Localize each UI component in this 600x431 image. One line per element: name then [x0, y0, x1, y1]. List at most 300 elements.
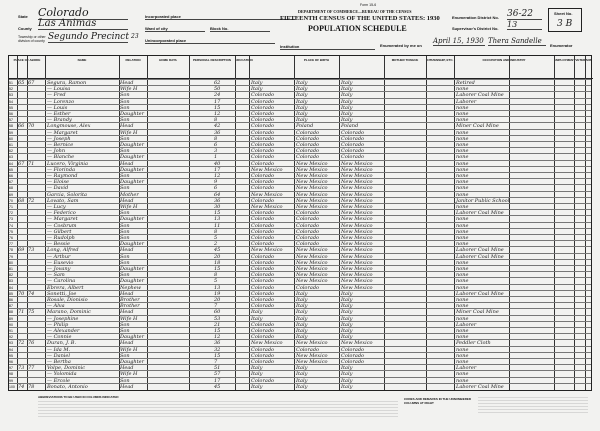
institution-label: Institution: [280, 44, 375, 50]
cell-n: 73: [9, 217, 13, 222]
col-home-data: HOME DATA: [147, 56, 189, 79]
cell-n: 62: [9, 149, 13, 154]
cell-mbp: New Mexico: [341, 253, 373, 260]
cell-occ: none: [456, 173, 469, 179]
cell-age: 24: [214, 92, 221, 99]
cell-rel: Son: [120, 228, 130, 235]
cell-age: 36: [214, 129, 221, 136]
cell-age: 51: [214, 365, 221, 372]
cell-fbp: Italy: [296, 111, 308, 117]
cell-fbp: Italy: [296, 86, 308, 93]
cell-rel: Son: [120, 328, 130, 334]
cell-name: — Josephine: [47, 315, 79, 322]
cell-fbp: Italy: [296, 303, 308, 310]
cell-rel: Son: [120, 210, 130, 217]
ward-label: Ward of city: [145, 26, 205, 32]
cell-bp: Colorado: [251, 241, 275, 248]
census-title: FIFTEENTH CENSUS OF THE UNITED STATES: 1930: [280, 15, 440, 22]
cell-occ: none: [456, 235, 469, 241]
cell-fbp: New Mexico: [296, 173, 328, 179]
cell-name: — Sam: [47, 272, 65, 279]
cell-fbp: New Mexico: [296, 259, 328, 266]
col-mother-tongue: MOTHER TONGUE: [384, 56, 426, 79]
cell-mbp: New Mexico: [341, 179, 373, 186]
cell-rel: Head: [120, 247, 134, 254]
cell-rel: Head: [120, 197, 134, 204]
cell-mbp: Italy: [341, 98, 353, 105]
cell-occ: none: [456, 166, 469, 173]
cell-occ: none: [456, 148, 469, 155]
cell-n: 89: [9, 316, 13, 321]
cell-n: 65: [9, 167, 13, 172]
cell-age: 15: [214, 104, 221, 111]
cell-n: 59: [9, 130, 13, 135]
cell-occ: none: [456, 315, 469, 322]
cell-name: — Alva: [47, 303, 65, 310]
cell-fbp: New Mexico: [296, 340, 328, 347]
cell-age: 42: [214, 123, 221, 130]
cell-occ: Janitor Public School: [456, 197, 510, 204]
cell-age: 12: [214, 173, 221, 179]
cell-n: 97: [9, 366, 13, 371]
cell-occ: none: [456, 359, 469, 365]
cell-mbp: Italy: [341, 303, 353, 310]
cell-occ: none: [456, 352, 469, 359]
sheet-label: Sheet No.: [554, 11, 573, 16]
cell-n: 95: [9, 353, 13, 358]
cell-mbp: New Mexico: [341, 173, 373, 179]
cell-mbp: New Mexico: [341, 204, 373, 210]
cell-occ: none: [456, 303, 469, 310]
cell-name: — Fred: [47, 92, 66, 99]
cell-fbp: Italy: [296, 117, 308, 124]
cell-fbp: Italy: [296, 309, 308, 316]
cell-rel: Head: [120, 340, 134, 347]
county-value: Las Animas: [38, 18, 128, 30]
cell-occ: none: [456, 297, 469, 303]
cell-rel: Head: [120, 160, 134, 167]
cell-name: — Philip: [47, 321, 69, 328]
cell-rel: Son: [120, 104, 130, 111]
census-table: [8, 55, 592, 391]
cell-n: 85: [9, 291, 13, 296]
cell-mbp: Italy: [341, 297, 353, 303]
cell-rel: Head: [120, 309, 134, 316]
cell-occ: none: [456, 154, 469, 161]
cell-age: 8: [214, 117, 218, 124]
cell-occ: none: [456, 278, 469, 285]
cell-occ: none: [456, 284, 469, 291]
cell-name: — Raymond: [47, 173, 78, 179]
cell-n: 54: [9, 99, 13, 104]
cell-age: 20: [214, 297, 221, 303]
enumerated-date: April 15, 1930: [433, 37, 484, 45]
cell-age: 13: [214, 216, 221, 223]
cell-rel: Wife H: [120, 315, 138, 322]
col-place-of-abode: PLACE OF ABODE: [9, 56, 45, 79]
cell-name: — Rudolph: [47, 235, 75, 241]
cell-rel: Daughter: [120, 359, 144, 365]
cell-name: Sonetti, Joe: [47, 290, 77, 297]
cell-age: 57: [214, 371, 221, 378]
cell-age: 17: [214, 377, 221, 384]
cell-name: — Alexander: [47, 328, 80, 334]
cell-fbp: Colorado: [296, 216, 320, 223]
cell-name: — Connie: [47, 334, 72, 341]
supervisor-value: 13: [507, 20, 542, 30]
codes-heading: CODES AND REMARKS IN THE UNNUMBERED COLUMNS AT RIGHT: [404, 397, 472, 405]
cell-rel: Wife H: [120, 371, 138, 378]
cell-occ: none: [456, 334, 469, 341]
cell-fbp: New Mexico: [296, 179, 328, 186]
cell-n: 75: [9, 229, 13, 234]
county-label: County: [18, 26, 32, 31]
cell-name: Lovato, Sam: [47, 197, 79, 204]
cell-mbp: New Mexico: [341, 185, 373, 192]
cell-name: — Bernice: [47, 142, 74, 148]
cell-age: 45: [214, 383, 221, 390]
cell-fbp: New Mexico: [296, 247, 328, 254]
cell-occ: none: [456, 377, 469, 384]
cell-n: 96: [9, 360, 13, 364]
cell-age: 6: [214, 142, 218, 148]
cell-mbp: Italy: [341, 86, 353, 93]
cell-mbp: Colorado: [341, 129, 365, 136]
cell-rel: Son: [120, 272, 130, 279]
cell-n: 72: [9, 211, 13, 216]
cell-bp: Colorado: [251, 303, 275, 310]
cell-bp: Colorado: [251, 272, 275, 279]
col-employment: EMPLOYMENT: [554, 56, 574, 79]
cell-fbp: Colorado: [296, 346, 320, 353]
cell-rel: Daughter: [120, 111, 144, 117]
cell-occ: Laborer: [456, 321, 477, 328]
cell-occ: none: [456, 266, 469, 272]
cell-n: 92: [9, 335, 13, 340]
cell-bp: Colorado: [251, 346, 275, 353]
cell-rel: Son: [120, 377, 130, 384]
cell-mbp: Italy: [341, 321, 353, 328]
cell-age: 45: [214, 247, 221, 254]
cell-occ: Laborer Coal Mine: [456, 247, 504, 254]
cell-occ: Laborer Coal Mine: [456, 290, 504, 297]
enumerated-label: Enumerated by me on: [380, 43, 422, 48]
cell-occ: Laborer Coal Mine: [456, 210, 504, 217]
cell-n: 57: [9, 118, 13, 123]
cell-mbp: Colorado: [341, 359, 365, 365]
cell-mbp: Italy: [341, 365, 353, 372]
cell-occ: none: [456, 228, 469, 235]
cell-bp: New Mexico: [251, 340, 283, 347]
cell-fbp: Italy: [296, 383, 308, 390]
cell-fam: 70: [28, 123, 35, 130]
cell-mbp: New Mexico: [341, 222, 373, 229]
cell-occ: Miner Coal Mine: [456, 309, 499, 316]
cell-bp: Colorado: [251, 142, 275, 148]
cell-age: 19: [214, 290, 221, 297]
cell-mbp: Colorado: [341, 346, 365, 353]
cell-fbp: Colorado: [296, 142, 320, 148]
cell-n: 93: [9, 341, 13, 346]
cell-bp: New Mexico: [251, 166, 283, 173]
col-education: EDUCATION: [235, 56, 249, 79]
cell-dw: 66: [18, 123, 25, 130]
cell-occ: Retired: [456, 80, 475, 86]
cell-age: 12: [214, 111, 221, 117]
cell-name: — Yolomida: [47, 371, 77, 378]
department: DEPARTMENT OF COMMERCE—BUREAU OF THE CENSUS: [298, 9, 412, 14]
cell-name: — Gilbert: [47, 228, 72, 235]
cell-name: — Cosbrum: [47, 222, 77, 229]
cell-rel: Head: [120, 123, 134, 130]
enum-district-label: Enumeration District No.: [452, 15, 499, 20]
cell-name: Segura, Ramon: [47, 80, 87, 86]
cell-dw: 72: [18, 340, 25, 347]
cell-bp: Colorado: [251, 328, 275, 334]
cell-occ: none: [456, 135, 469, 142]
cell-occ: none: [456, 86, 469, 93]
cell-fbp: New Mexico: [296, 352, 328, 359]
enumerator-label: Enumerator: [550, 43, 573, 48]
cell-n: 55: [9, 105, 13, 110]
cell-n: 78: [9, 248, 13, 253]
cell-name: Garcia, Solorita: [47, 191, 87, 198]
cell-bp: Colorado: [251, 284, 275, 291]
col-name: NAME: [45, 56, 119, 79]
col-citizenship: CITIZENSHIP, ETC.: [426, 56, 454, 79]
cell-rel: Head: [120, 290, 134, 297]
state-value: Colorado: [38, 6, 128, 20]
cell-n: 91: [9, 329, 13, 333]
sheet-value: 3 B: [557, 19, 573, 29]
cell-bp: Italy: [251, 80, 263, 86]
enum-district-value: 36-22: [507, 9, 542, 20]
cell-rel: Son: [120, 148, 130, 155]
cell-age: 62: [214, 80, 221, 86]
incorporated-label: Incorporated place: [145, 14, 295, 20]
cell-age: 40: [214, 160, 221, 167]
cell-rel: Wife H: [120, 86, 138, 93]
cell-n: 87: [9, 304, 13, 309]
cell-bp: Colorado: [251, 160, 275, 167]
schedule-title: POPULATION SCHEDULE: [308, 24, 407, 33]
cell-mbp: Italy: [341, 290, 353, 297]
cell-bp: Colorado: [251, 222, 275, 229]
cell-n: 51: [9, 81, 13, 85]
cell-occ: none: [456, 216, 469, 223]
cell-bp: Colorado: [251, 179, 275, 186]
cell-n: 56: [9, 112, 13, 116]
cell-fam: 77: [28, 365, 35, 372]
cell-name: — Bertha: [47, 359, 71, 365]
cell-bp: Colorado: [251, 111, 275, 117]
cell-mbp: New Mexico: [341, 259, 373, 266]
cell-age: 17: [214, 166, 221, 173]
cell-age: 20: [214, 253, 221, 260]
cell-occ: Laborer: [456, 98, 477, 105]
cell-bp: Colorado: [251, 297, 275, 303]
cell-fbp: New Mexico: [296, 166, 328, 173]
cell-mbp: Italy: [341, 328, 353, 334]
cell-mbp: Italy: [341, 80, 353, 86]
cell-name: — Eloise: [47, 179, 69, 186]
cell-bp: Colorado: [251, 173, 275, 179]
cell-name: — Federico: [47, 210, 76, 217]
cell-n: 69: [9, 192, 13, 197]
cell-fam: 76: [28, 340, 35, 347]
cell-mbp: New Mexico: [341, 247, 373, 254]
cell-dw: 73: [18, 365, 25, 372]
cell-rel: Son: [120, 352, 130, 359]
cell-bp: Italy: [251, 315, 263, 322]
cell-n: 52: [9, 87, 13, 92]
cell-age: 36: [214, 197, 221, 204]
cell-fbp: Italy: [296, 80, 308, 86]
cell-dw: 71: [18, 309, 25, 316]
cell-mbp: Italy: [341, 104, 353, 111]
cell-n: 77: [9, 242, 13, 247]
township-number: 23: [131, 33, 139, 40]
cell-age: 32: [214, 346, 221, 353]
cell-n: 66: [9, 174, 13, 178]
cell-fbp: New Mexico: [296, 160, 328, 167]
cell-age: 21: [214, 321, 221, 328]
cell-fbp: Italy: [296, 328, 308, 334]
col-personal-description: PERSONAL DESCRIPTION: [189, 56, 235, 79]
cell-rel: Daughter: [120, 278, 144, 285]
cell-bp: Colorado: [251, 197, 275, 204]
cell-mbp: New Mexico: [341, 284, 373, 291]
cell-name: — Jovany: [47, 266, 71, 272]
cell-rel: Son: [120, 117, 130, 124]
cell-name: — Blanche: [47, 154, 75, 161]
cell-occ: none: [456, 160, 469, 167]
cell-name: — Ida M.: [47, 346, 71, 353]
cell-age: 7: [214, 359, 218, 365]
cell-mbp: Italy: [341, 315, 353, 322]
cell-occ: none: [456, 204, 469, 210]
cell-n: 86: [9, 298, 13, 302]
cell-name: — Daniel: [47, 352, 70, 359]
cell-occ: none: [456, 371, 469, 378]
cell-n: 100: [9, 384, 15, 389]
cell-age: 8: [214, 228, 218, 235]
cell-rel: Son: [120, 185, 130, 192]
township-label: Township or other division of county: [18, 35, 46, 43]
cell-fbp: Colorado: [296, 235, 320, 241]
cell-bp: Colorado: [251, 129, 275, 136]
cell-bp: Colorado: [251, 210, 275, 217]
cell-bp: Colorado: [251, 148, 275, 155]
cell-name: Bonato, Antonio: [47, 383, 88, 390]
cell-bp: New Mexico: [251, 191, 283, 198]
cell-bp: Colorado: [251, 266, 275, 272]
cell-mbp: New Mexico: [341, 266, 373, 272]
cell-rel: Wife H: [120, 129, 138, 136]
cell-name: Volpe, Dominic: [47, 365, 86, 372]
cell-fbp: New Mexico: [296, 191, 328, 198]
cell-mbp: Italy: [341, 334, 353, 341]
cell-occ: none: [456, 328, 469, 334]
cell-n: 63: [9, 155, 13, 160]
cell-age: 64: [214, 191, 221, 198]
cell-occ: Peddler Cloth: [456, 340, 491, 347]
cell-mbp: New Mexico: [341, 197, 373, 204]
cell-bp: Italy: [251, 365, 263, 372]
cell-fbp: Colorado: [296, 135, 320, 142]
cell-fam: 71: [28, 160, 35, 167]
cell-n: 70: [9, 198, 13, 203]
cell-name: Lucero, Virginia: [47, 160, 88, 167]
cell-fbp: Colorado: [296, 284, 320, 291]
cell-rel: Nephew: [120, 284, 141, 291]
cell-fam: 74: [28, 290, 35, 297]
cell-name: — Florinda: [47, 166, 76, 173]
cell-fam: 72: [28, 197, 35, 204]
cell-age: 60: [214, 309, 221, 316]
cell-fam: 73: [28, 247, 35, 254]
cell-occ: none: [456, 191, 469, 198]
cell-occ: none: [456, 142, 469, 148]
cell-occ: none: [456, 259, 469, 266]
cell-age: 13: [214, 284, 221, 291]
cell-age: 15: [214, 352, 221, 359]
cell-age: 5: [214, 235, 218, 241]
cell-mbp: Italy: [341, 383, 353, 390]
cell-age: 12: [214, 334, 221, 341]
cell-bp: Italy: [251, 371, 263, 378]
cell-age: 53: [214, 315, 221, 322]
cell-fbp: Colorado: [296, 222, 320, 229]
col-veterans: VETERANS: [574, 56, 593, 79]
cell-fbp: New Mexico: [296, 278, 328, 285]
cell-age: 15: [214, 266, 221, 272]
codes-table: [478, 397, 588, 415]
cell-rel: Daughter: [120, 142, 144, 148]
cell-fam: 78: [28, 383, 35, 390]
cell-n: 58: [9, 124, 13, 129]
cell-fbp: Colorado: [296, 148, 320, 155]
cell-bp: Colorado: [251, 321, 275, 328]
cell-rel: Wife H: [120, 204, 138, 210]
cell-mbp: Italy: [341, 377, 353, 384]
cell-mbp: New Mexico: [341, 210, 373, 217]
state-label: State: [18, 14, 28, 19]
cell-rel: Head: [120, 80, 134, 86]
cell-bp: Colorado: [251, 104, 275, 111]
cell-bp: Colorado: [251, 92, 275, 99]
cell-n: 98: [9, 372, 13, 377]
cell-occ: none: [456, 272, 469, 279]
cell-bp: Italy: [251, 309, 263, 316]
cell-name: — Lorenzo: [47, 98, 75, 105]
cell-mbp: New Mexico: [341, 241, 373, 248]
cell-name: — Margaret: [47, 216, 78, 223]
cell-mbp: Poland: [341, 123, 359, 130]
cell-mbp: New Mexico: [341, 272, 373, 279]
col-place-of-birth: PLACE OF BIRTH: [249, 56, 384, 79]
cell-age: 36: [214, 340, 221, 347]
cell-n: 94: [9, 347, 13, 352]
cell-fbp: New Mexico: [296, 359, 328, 365]
cell-bp: Colorado: [251, 352, 275, 359]
cell-rel: Daughter: [120, 241, 144, 248]
cell-n: 90: [9, 322, 13, 327]
cell-rel: Son: [120, 173, 130, 179]
cell-occ: none: [456, 111, 469, 117]
cell-name: — Louisa: [47, 86, 71, 93]
cell-mbp: New Mexico: [341, 160, 373, 167]
